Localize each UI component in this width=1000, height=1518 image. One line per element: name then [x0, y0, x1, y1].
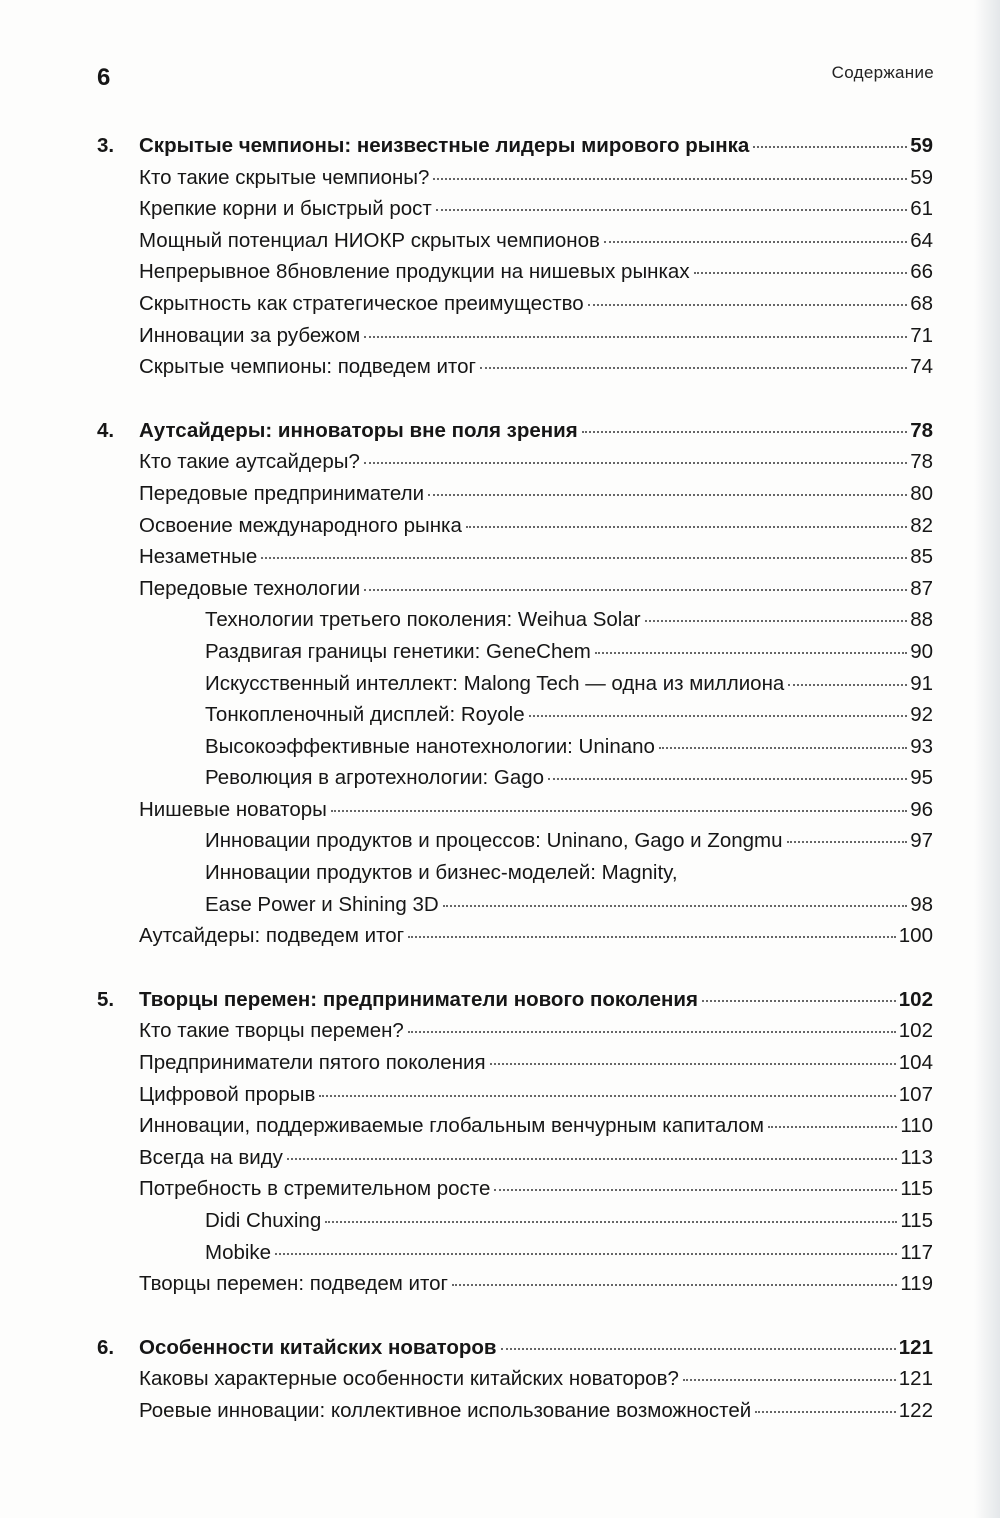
entry-page: 64: [910, 228, 933, 252]
toc-subentry[interactable]: [97, 672, 933, 704]
toc-subentry[interactable]: [97, 829, 933, 861]
entry-page: 87: [910, 576, 933, 600]
toc-subentry[interactable]: [97, 1209, 933, 1241]
chapter-heading[interactable]: [97, 1336, 933, 1368]
entry-title: Скрытность как стратегическое преимущество: [139, 291, 584, 315]
toc-entry[interactable]: [97, 292, 933, 324]
entry-page: 88: [910, 608, 933, 632]
toc-subentry-line-2[interactable]: [97, 893, 933, 925]
toc-entry[interactable]: [97, 1177, 933, 1209]
entry-title: Цифровой прорыв: [139, 1082, 316, 1106]
toc-subentry[interactable]: [97, 640, 933, 672]
entry-page: 98: [910, 892, 933, 916]
dot-leader: [604, 241, 907, 243]
toc-entry[interactable]: [97, 577, 933, 609]
dot-leader: [595, 652, 907, 654]
entry-title: Роевые инновации: коллективное использование возможностей: [139, 1398, 752, 1422]
toc-entry[interactable]: [97, 1399, 933, 1431]
entry-page: 82: [910, 513, 933, 537]
entry-title: Нишевые новаторы: [139, 797, 327, 821]
table-of-contents: [97, 134, 933, 1431]
toc-entry[interactable]: [97, 324, 933, 356]
toc-entry[interactable]: [97, 229, 933, 261]
entry-page: 66: [910, 260, 933, 284]
toc-entry[interactable]: [97, 450, 933, 482]
entry-page: 92: [910, 703, 933, 727]
entry-title: Высокоэффективные нанотехнологии: Uninano: [205, 734, 655, 758]
toc-entry[interactable]: [97, 798, 933, 830]
toc-subentry[interactable]: [97, 608, 933, 640]
dot-leader: [452, 1284, 897, 1286]
entry-title: Кто такие скрытые чемпионы?: [139, 165, 430, 189]
entry-page: 115: [900, 1177, 933, 1201]
entry-title: Инновации продуктов и процессов: Uninano, Gago и Zongmu: [205, 829, 783, 853]
dot-leader: [261, 557, 907, 559]
toc-entry[interactable]: [97, 1146, 933, 1178]
entry-page: 91: [910, 671, 933, 695]
dot-leader: [443, 905, 908, 907]
page-number: 6: [97, 64, 111, 91]
dot-leader: [364, 336, 907, 338]
dot-leader: [490, 1063, 896, 1065]
dot-leader: [702, 1000, 896, 1002]
chapter-heading[interactable]: [97, 988, 933, 1020]
dot-leader: [659, 747, 907, 749]
chapter-4: [97, 419, 933, 956]
entry-title: Тонкопленочный дисплей: Royole: [205, 703, 525, 727]
entry-title: Кто такие аутсайдеры?: [139, 450, 360, 474]
entry-title: Освоение международного рынка: [139, 513, 462, 537]
entry-page: 122: [898, 1398, 933, 1422]
chapter-title: Особенности китайских новаторов: [139, 1335, 497, 1359]
entry-title: Искусственный интеллект: Malong Tech — одна из миллиона: [205, 671, 785, 695]
dot-leader: [548, 778, 907, 780]
entry-title: Ease Power и Shining 3D: [205, 892, 439, 916]
entry-page: 102: [898, 1019, 933, 1043]
toc-entry[interactable]: [97, 260, 933, 292]
dot-leader: [275, 1253, 897, 1255]
entry-page: 93: [910, 734, 933, 758]
toc-entry[interactable]: [97, 482, 933, 514]
entry-title: Инновации, поддерживаемые глобальным венчурным капиталом: [139, 1114, 764, 1138]
entry-page: 80: [910, 481, 933, 505]
dot-leader: [788, 684, 907, 686]
entry-page: 100: [898, 924, 933, 948]
dot-leader: [433, 178, 907, 180]
dot-leader: [755, 1411, 896, 1413]
toc-entry[interactable]: [97, 1272, 933, 1304]
entry-title: Творцы перемен: подведем итог: [139, 1272, 449, 1296]
dot-leader: [694, 272, 908, 274]
entry-page: 68: [910, 291, 933, 315]
toc-entry[interactable]: [97, 166, 933, 198]
dot-leader: [753, 146, 907, 148]
chapter-page: 59: [910, 134, 933, 157]
entry-page: 96: [910, 797, 933, 821]
toc-subentry-line-1[interactable]: [97, 861, 933, 893]
chapter-page: 78: [910, 418, 933, 442]
dot-leader: [408, 1031, 896, 1033]
dot-leader: [494, 1189, 897, 1191]
toc-entry[interactable]: [97, 514, 933, 546]
chapter-number: 5.: [97, 987, 115, 1011]
chapter-number: 3.: [97, 134, 115, 157]
dot-leader: [588, 304, 907, 306]
entry-title: Незаметные: [139, 545, 258, 569]
entry-title: Mobike: [205, 1240, 272, 1264]
dot-leader: [436, 209, 907, 211]
entry-title: Didi Chuxing: [205, 1209, 322, 1232]
toc-entry[interactable]: [97, 1083, 933, 1115]
chapter-number: 4.: [97, 418, 115, 442]
dot-leader: [683, 1379, 896, 1381]
entry-title: Кто такие творцы перемен?: [139, 1019, 404, 1043]
entry-page: 71: [910, 323, 933, 347]
dot-leader: [331, 810, 907, 812]
chapter-number: 6.: [97, 1335, 115, 1359]
dot-leader: [287, 1158, 897, 1160]
chapter-heading[interactable]: [97, 419, 933, 451]
toc-entry[interactable]: [97, 545, 933, 577]
entry-page: 117: [900, 1240, 933, 1264]
toc-entry[interactable]: [97, 355, 933, 387]
entry-page: 90: [910, 639, 933, 663]
chapter-page: 102: [898, 987, 933, 1011]
entry-title: Скрытые чемпионы: подведем итог: [139, 355, 476, 379]
toc-entry[interactable]: [97, 1019, 933, 1051]
entry-title: Революция в агротехнологии: Gago: [205, 766, 545, 790]
toc-subentry[interactable]: [97, 1241, 933, 1273]
entry-title: Инновации за рубежом: [139, 323, 361, 347]
chapter-5: [97, 988, 933, 1304]
entry-title: Всегда на виду: [139, 1145, 283, 1169]
dot-leader: [645, 620, 908, 622]
toc-subentry[interactable]: [97, 703, 933, 735]
entry-page: 59: [910, 165, 933, 189]
entry-page: 61: [910, 197, 933, 221]
entry-page: 95: [910, 766, 933, 790]
dot-leader: [408, 936, 896, 938]
chapter-title: Скрытые чемпионы: неизвестные лидеры мирового рынка: [139, 134, 750, 157]
entry-title: Каковы характерные особенности китайских новаторов?: [139, 1367, 679, 1391]
chapter-3: [97, 134, 933, 387]
entry-page: 121: [898, 1367, 933, 1391]
chapter-title: Творцы перемен: предприниматели нового поколения: [139, 987, 698, 1011]
dot-leader: [529, 715, 908, 717]
dot-leader: [501, 1348, 896, 1350]
dot-leader: [364, 462, 907, 464]
chapter-heading[interactable]: [97, 134, 933, 166]
entry-title: Предприниматели пятого поколения: [139, 1051, 486, 1075]
entry-page: 74: [910, 355, 933, 379]
chapter-title: Аутсайдеры: инноваторы вне поля зрения: [139, 418, 578, 442]
entry-title: Потребность в стремительном росте: [139, 1177, 491, 1201]
entry-title: Передовые предприниматели: [139, 481, 425, 505]
toc-entry[interactable]: [97, 1114, 933, 1146]
chapter-6: [97, 1336, 933, 1431]
dot-leader: [787, 841, 908, 843]
entry-page: 113: [900, 1145, 933, 1169]
entry-title: Аутсайдеры: подведем итог: [139, 924, 405, 948]
dot-leader: [768, 1126, 897, 1128]
entry-title: Крепкие корни и быстрый рост: [139, 197, 432, 221]
toc-subentry[interactable]: [97, 766, 933, 798]
entry-page: 78: [910, 450, 933, 474]
dot-leader: [466, 526, 907, 528]
toc-entry[interactable]: [97, 197, 933, 229]
entry-title: Раздвигая границы генетики: GeneChem: [205, 639, 591, 663]
dot-leader: [582, 431, 907, 433]
page-edge-shadow: [974, 0, 1000, 1518]
entry-title: Технологии третьего поколения: Weihua Solar: [205, 608, 641, 632]
entry-title: Передовые технологии: [139, 576, 361, 600]
chapter-page: 121: [898, 1335, 933, 1359]
entry-title: Мощный потенциал НИОКР скрытых чемпионов: [139, 228, 600, 252]
entry-page: 115: [900, 1209, 933, 1232]
entry-page: 110: [900, 1114, 933, 1138]
dot-leader: [364, 589, 907, 591]
dot-leader: [480, 367, 907, 369]
entry-page: 107: [898, 1082, 933, 1106]
entry-page: 119: [900, 1272, 933, 1296]
toc-subentry[interactable]: [97, 735, 933, 767]
toc-entry[interactable]: [97, 1367, 933, 1399]
dot-leader: [428, 494, 907, 496]
dot-leader: [319, 1095, 895, 1097]
entry-title: Непрерывное 8бновление продукции на нишевых рынках: [139, 260, 690, 284]
entry-page: 97: [910, 829, 933, 853]
toc-entry[interactable]: [97, 924, 933, 956]
toc-entry[interactable]: [97, 1051, 933, 1083]
running-head: Содержание: [831, 63, 934, 82]
dot-leader: [325, 1221, 897, 1223]
entry-page: 104: [898, 1051, 933, 1075]
entry-title: Инновации продуктов и бизнес-моделей: Magnity,: [205, 861, 678, 885]
entry-page: 85: [910, 545, 933, 569]
